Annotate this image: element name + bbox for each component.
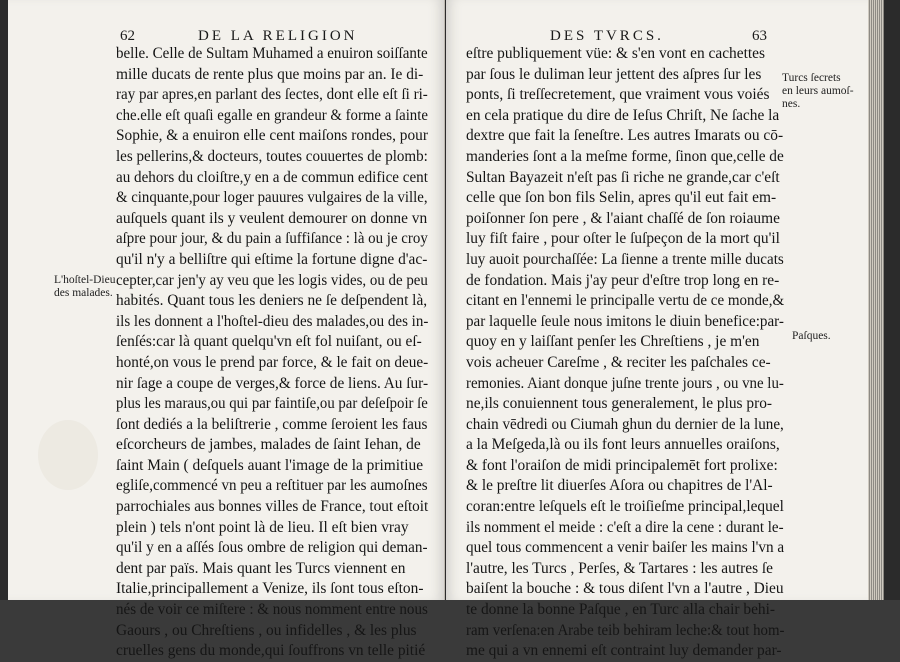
text-line: honté,on vous le prend par force, & le fait on deue- (116, 353, 429, 371)
text-line: citant en l'ennemi le principalle vertu de ce monde,& (466, 292, 785, 310)
text-line: dent par païs. Mais quant les Turcs viennent en (116, 559, 406, 577)
text-line: ils les donnent a l'hoſtel-dieu des malades,ou des in- (116, 312, 429, 330)
text-line: ray par apres,en parlant des ſectes, dont elle eſt ſi ri- (116, 86, 428, 104)
text-line: de fondation. Mais j'ay peur d'eſtre trop long en re- (466, 271, 780, 289)
text-line: & le preſtre lit diuerſes Aſora ou chapitres de l'Al- (466, 477, 773, 495)
text-block (466, 44, 784, 662)
text-line: plein ) tels n'ont point là de lieu. Il eſt bien vray (116, 518, 409, 536)
text-line: chain vēdredi ou Ciumah ghun du dernier de la lune, (466, 415, 784, 433)
margin-note-line: L'hoſtel-Dieu (54, 274, 116, 286)
text-line: me qui a vn ennemi eſt contraint luy demander par- (466, 642, 782, 660)
text-line: celle que ſon bon fils Selin, apres qu'il eut fait em- (466, 189, 777, 207)
text-line: par ſous le duliman leur jettent des aſpres ſur les (466, 65, 762, 83)
text-line: qu'il n'y a belliſtre qui eſtime la fortune digne d'ac- (116, 250, 428, 268)
text-line: mille ducats de rente plus que moins par an. Ie di- (116, 65, 424, 83)
text-line: te donne la bonne Paſque , en Turc alla chair behi- (466, 601, 776, 619)
text-line: en cela pratique du dire de Ieſus Chriſt, Ne ſache la (466, 106, 780, 124)
text-line: ſenſés:car là quant quelqu'vn eſt fol nuiſant, ou eſ- (116, 333, 422, 351)
text-line: dextre que fait la ſeneſtre. Les autres Imarats ou cō- (466, 127, 784, 145)
margin-note-line: Turcs ſecrets (782, 72, 841, 84)
margin-note-line: nes. (782, 98, 801, 110)
text-line: cruelles gens du monde,qui ſouffrons vn telle pitié (116, 642, 426, 660)
text-line: egliſe,commencé vn peu a reſtituer par les aumoſnes (116, 477, 428, 495)
text-line: Sophie, & a enuiron elle cent maiſons rondes, pour (116, 127, 428, 145)
left-page (8, 0, 445, 660)
running-head: DES TVRCS. (550, 28, 664, 44)
text-line: ne,ils conuiennent tous generalement, le plus pro- (466, 395, 773, 413)
text-line: eſtre publiquement vüe: & s'en vont en cachettes (466, 45, 765, 62)
text-line: cepter,car jen'y ay veu que les logis vides, ou de peu (116, 271, 428, 289)
text-line: luy auoit pourchaſſée: La ſienne a trente mille ducats (466, 250, 784, 268)
margin-note-line: en leurs aumoſ- (782, 85, 854, 97)
margin-note-line: Paſques. (792, 330, 831, 342)
text-line: ram verſena:en Arabe teib behiram leche:& tout hom- (466, 621, 785, 639)
margin-note (792, 330, 831, 343)
running-head: DE LA RELIGION (198, 28, 358, 44)
text-line: au dehors du cloiſtre,y en a de commun edifice cent (116, 168, 428, 186)
text-line: aſpre pour jour, & du pain a ſuffiſance : là ou je croy (116, 230, 428, 248)
margin-note (54, 274, 115, 300)
text-line: ponts, ſi treſſecretement, que vraiment vous voiés (466, 86, 770, 104)
text-line: & font l'oraiſon de midi principalemēt fort prolixe: (466, 456, 778, 474)
text-line: ils nomment el meide : c'eſt a dire la cene : durant le- (466, 518, 784, 536)
text-line: plus les maraus,ou qui par faintiſe,ou par deſeſpoir ſe (116, 395, 428, 413)
page-number: 62 (120, 28, 135, 44)
page-number: 63 (752, 28, 767, 44)
text-line: qu'il y en a aſſés ſous ombre de religion qui deman- (116, 539, 428, 557)
text-line: remonies. Aiant donque juſne trente jours , ou vne lu- (466, 374, 784, 392)
text-line: Sultan Bayazeit n'eſt pas ſi riche ne grande,car c'eſt (466, 168, 780, 186)
text-line: auſquels quant ils y veulent demourer on donne vn (116, 209, 428, 227)
text-line: Italie,principallement a Venize, ils ſont tous eſton- (116, 580, 424, 598)
text-line: vois acheuer Careſme , & reciter les paſchales ce- (466, 353, 771, 371)
text-line: manderies ſont a la meſme forme, ſinon que,celle de (466, 147, 784, 165)
margin-note-line: des malades. (54, 287, 113, 299)
text-line: eſcorcheurs de jambes, malades de ſaint Iehan, de (116, 436, 421, 454)
text-line: ſaint Main ( deſquels auant l'image de la primitiue (116, 456, 424, 474)
text-line: les pellerins,& docteurs, toutes couuertes de plomb: (116, 147, 428, 165)
text-line: l'autre, les Turcs , Perſes, & Tartares : les autres ſe (466, 559, 774, 577)
text-line: poiſonner ſon pere , & l'aiant chaſſé de ſon roiaume (466, 209, 780, 227)
text-line: quel tous commencent a venir baiſer les mains l'vn a (466, 539, 785, 557)
text-line: habités. Quant tous les deniers ne ſe deſpendent là, (116, 292, 428, 310)
text-line: belle. Celle de Sultam Muhamed a enuiron soiſſante (116, 45, 428, 62)
text-line: par laquelle ſeule nous imitons le diuin benefice:par- (466, 312, 784, 330)
text-line: nir ſage a coupe de verges,& force de liens. Au ſur- (116, 374, 429, 392)
text-block (116, 44, 428, 662)
page-edges (868, 0, 884, 600)
text-line: nés de voir ce miſtere : & nous nomment entre nous (116, 601, 428, 619)
text-line: & cinquante,pour loger pauures vulgaires de la ville, (116, 189, 428, 207)
text-line: a la Meſgeda,là ou ils font leurs annuelles oraiſons, (466, 436, 780, 454)
text-line: Gaours , ou Chreſtiens , ou infidelles , & les plus (116, 621, 417, 639)
text-line: baiſent la bouche : & tous diſent l'vn a l'autre , Dieu (466, 580, 784, 598)
right-page (446, 0, 884, 660)
text-line: luy fiſt faire , pour oſter le ſuſpeçon de la mort qu'il (466, 230, 780, 248)
text-line: parrochiales aus bonnes villes de France, tout eſtoit (116, 498, 429, 516)
text-line: che.elle eſt quaſi egalle en grandeur & forme a ſainte (116, 106, 428, 124)
text-line: ſont dediés a la beliſtrerie , comme ſeroient les faus (116, 415, 428, 433)
text-line: coran:entre leſquels eſt le troiſieſme principal,lequel (466, 498, 784, 516)
margin-note (782, 72, 854, 111)
text-line: quoy en y laiſſant penſer les Chreſtiens , je m'en (466, 333, 760, 351)
